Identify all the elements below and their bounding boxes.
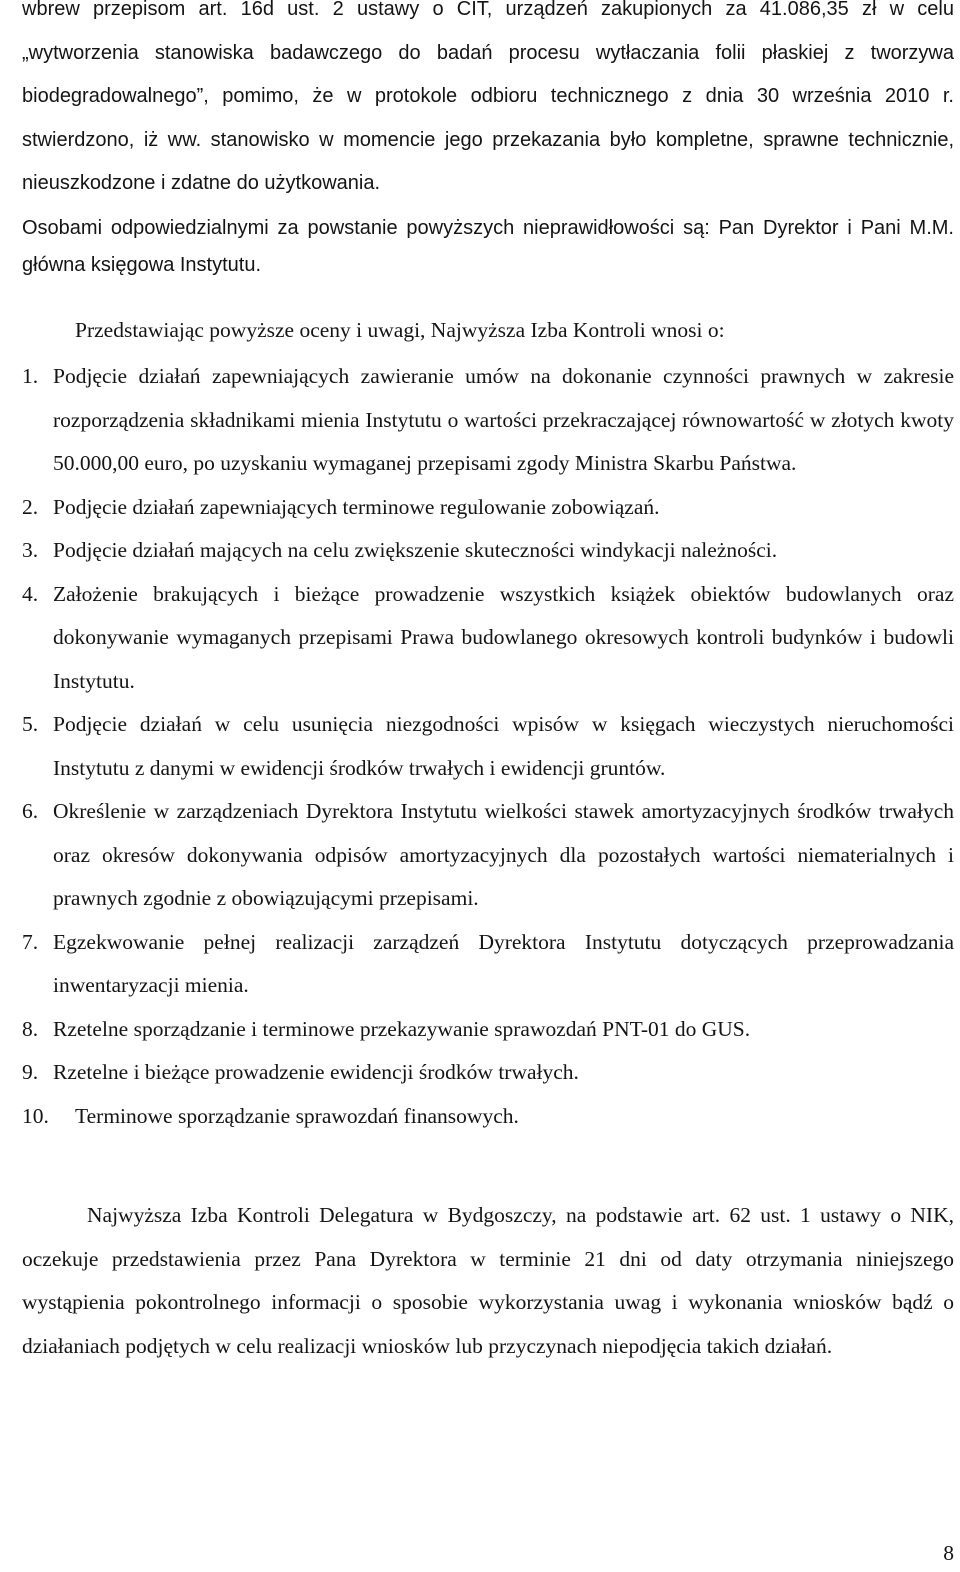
list-item-text: Podjęcie działań zapewniających zawieranie umów na dokonanie czynności prawnych w zakresie rozporządzenia składnikami mienia Instytutu o wartości przekraczającej równowartość w złotych kwoty 50.000,00 euro, po uzyskaniu wymaganej przepisami zgody Ministra Skarbu Państwa. (53, 364, 954, 475)
lead-sentence: Przedstawiając powyższe oceny i uwagi, Najwyższa Izba Kontroli wnosi o: (75, 318, 725, 342)
list-item-text: Egzekwowanie pełnej realizacji zarządzeń Dyrektora Instytutu dotyczących przeprowadzania inwentaryzacji mienia. (53, 929, 954, 997)
closing-paragraph: Najwyższa Izba Kontroli Delegatura w Bydgoszczy, na podstawie art. 62 ust. 1 ustawy o NIK, oczekuje przedstawienia przez Pana Dyrektora w terminie 21 dni od daty otrzymania niniejszego wystąpienia pokontrolnego informacji o sposobie wykorzystania uwag i wykonania wniosków bądź o działaniach podjętych w celu realizacji wniosków lub przyczynach niepodjęcia takich działań. (22, 1203, 954, 1358)
list-item (22, 529, 954, 573)
list-item (22, 1095, 954, 1139)
list-item (22, 1051, 954, 1095)
list-item-number: 2. (22, 494, 39, 519)
list-item-number: 5. (22, 712, 39, 736)
list-item-number: 3. (22, 538, 39, 562)
intro-paragraph: wbrew przepisom art. 16d ust. 2 ustawy o CIT, urządzeń zakupionych za 41.086,35 zł w celu „wytworzenia stanowiska badawczego do badań procesu wytłaczania folii płaskiej z tworzywa biodegradowalnego”, pomimo, że w protokole odbioru technicznego z dnia 30 września 2010 r. stwierdzono, iż ww. stanowisko w momencie jego przekazania było kompletne, sprawne technicznie, nieuszkodzone i zdatne do użytkowania. (22, 0, 954, 194)
list-item (22, 486, 954, 530)
list-item-text: Rzetelne i bieżące prowadzenie ewidencji środków trwałych. (53, 1060, 579, 1084)
list-item-text: Określenie w zarządzeniach Dyrektora Instytutu wielkości stawek amortyzacyjnych środków trwałych oraz okresów dokonywania odpisów amortyzacyjnych dla pozostałych wartości niematerialnych i prawnych zgodnie z obowiązującymi przepisami. (53, 799, 954, 910)
list-item-number: 9. (22, 1060, 39, 1084)
list-item (22, 355, 954, 486)
list-item (22, 1008, 954, 1052)
list-item-text: Podjęcie działań zapewniających terminowe regulowanie zobowiązań. (53, 494, 660, 519)
list-item-number: 4. (22, 581, 39, 606)
list-item-number: 7. (22, 929, 39, 954)
list-item-number: 1. (22, 364, 39, 388)
list-item-text: Rzetelne sporządzanie i terminowe przekazywanie sprawozdań PNT-01 do GUS. (53, 1016, 751, 1041)
responsibility-paragraph: Osobami odpowiedzialnymi za powstanie powyższych nieprawidłowości są: Pan Dyrektor i Pani M.M. główna księgowa Instytutu. (22, 217, 954, 276)
list-item (22, 703, 954, 790)
list-item-text: Terminowe sporządzanie sprawozdań finansowych. (75, 1103, 519, 1128)
list-item-number: 6. (22, 799, 39, 823)
list-item-text: Podjęcie działań w celu usunięcia niezgodności wpisów w księgach wieczystych nieruchomości Instytutu z danymi w ewidencji środków trwałych i ewidencji gruntów. (53, 712, 954, 780)
list-item-number: 10. (22, 1103, 49, 1128)
list-item (22, 573, 954, 704)
page-number: 8 (943, 1541, 954, 1565)
list-item (22, 921, 954, 1008)
list-item-text: Podjęcie działań mających na celu zwiększenie skuteczności windykacji należności. (53, 538, 778, 562)
recommendations-list (22, 355, 954, 1138)
list-item-number: 8. (22, 1016, 39, 1041)
list-item-text: Założenie brakujących i bieżące prowadzenie wszystkich książek obiektów budowlanych oraz dokonywanie wymaganych przepisami Prawa budowlanego okresowych kontroli budynków i budowli Instytutu. (53, 581, 954, 693)
list-item (22, 790, 954, 921)
